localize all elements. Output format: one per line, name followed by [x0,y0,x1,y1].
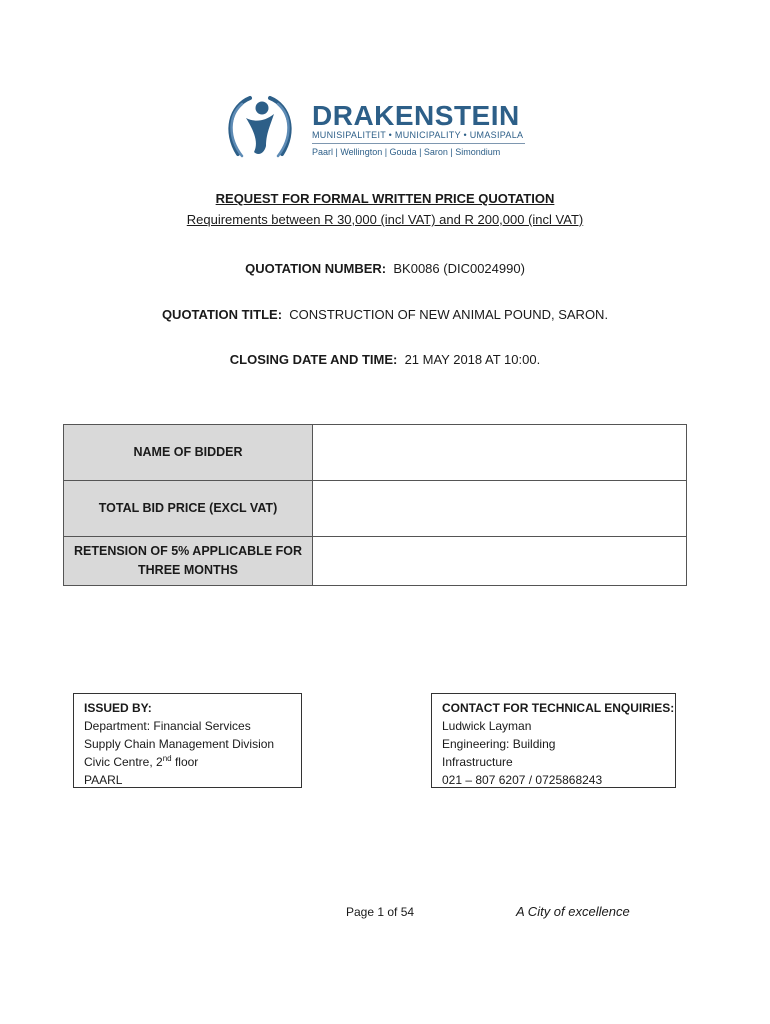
location-floor: floor [171,755,199,769]
retension-label [64,537,313,586]
contact-phone: 021 – 807 6207 / 0725868243 [442,773,603,787]
quotation-title-value: CONSTRUCTION OF NEW ANIMAL POUND, SARON. [289,307,609,322]
issued-by-heading: ISSUED BY: [84,701,152,715]
closing-date-label: CLOSING DATE AND TIME: [229,352,398,367]
contact-name: Ludwick Layman [442,719,532,733]
bidder-name-label: NAME OF BIDDER [64,425,313,481]
retension-label-line2: THREE MONTHS [138,563,238,577]
issued-by-division: Supply Chain Management Division [84,737,275,751]
contact-department-2: Infrastructure [442,755,513,769]
table-row [64,481,687,537]
closing-date-value: 21 MAY 2018 AT 10:00. [404,352,541,367]
total-bid-price-field[interactable] [313,481,687,537]
location-superscript: nd [162,754,172,763]
quotation-title-label: QUOTATION TITLE: [161,307,283,322]
bidder-name-field[interactable] [313,425,687,481]
footer-motto: A City of excellence [516,904,630,919]
quotation-number-value: BK0086 (DIC0024990) [393,261,525,276]
table-row [64,425,687,481]
document-subtitle: Requirements between R 30,000 (incl VAT) and R 200,000 (incl VAT) [186,212,584,227]
document-title: REQUEST FOR FORMAL WRITTEN PRICE QUOTATION [215,191,555,206]
issued-by-department: Department: Financial Services [84,719,251,733]
quotation-title [0,307,770,322]
municipality-logo [220,92,540,164]
table-row [64,537,687,586]
issued-by-location [84,753,291,771]
location-text: Civic Centre, 2 [84,755,163,769]
issued-by-city: PAARL [84,773,123,787]
retension-field[interactable] [313,537,687,586]
bid-details-table [63,424,687,586]
quotation-number-label: QUOTATION NUMBER: [245,261,387,276]
quotation-number [0,261,770,276]
technical-contact-box [431,693,676,788]
total-bid-price-label: TOTAL BID PRICE (EXCL VAT) [64,481,313,537]
issued-by-box [73,693,302,788]
closing-date [0,352,770,367]
retension-label-line1: RETENSION OF 5% APPLICABLE FOR [73,544,303,558]
logo-divider [312,143,525,144]
drakenstein-emblem-icon [220,92,298,164]
page-number: Page 1 of 54 [346,905,415,919]
logo-wordmark: DRAKENSTEIN [312,100,520,131]
logo-subtitle: MUNISIPALITEIT • MUNICIPALITY • UMASIPALA [312,130,524,140]
contact-heading: CONTACT FOR TECHNICAL ENQUIRIES: [442,701,675,715]
logo-towns: Paarl | Wellington | Gouda | Saron | Simondium [312,147,501,157]
contact-department: Engineering: Building [442,737,556,751]
